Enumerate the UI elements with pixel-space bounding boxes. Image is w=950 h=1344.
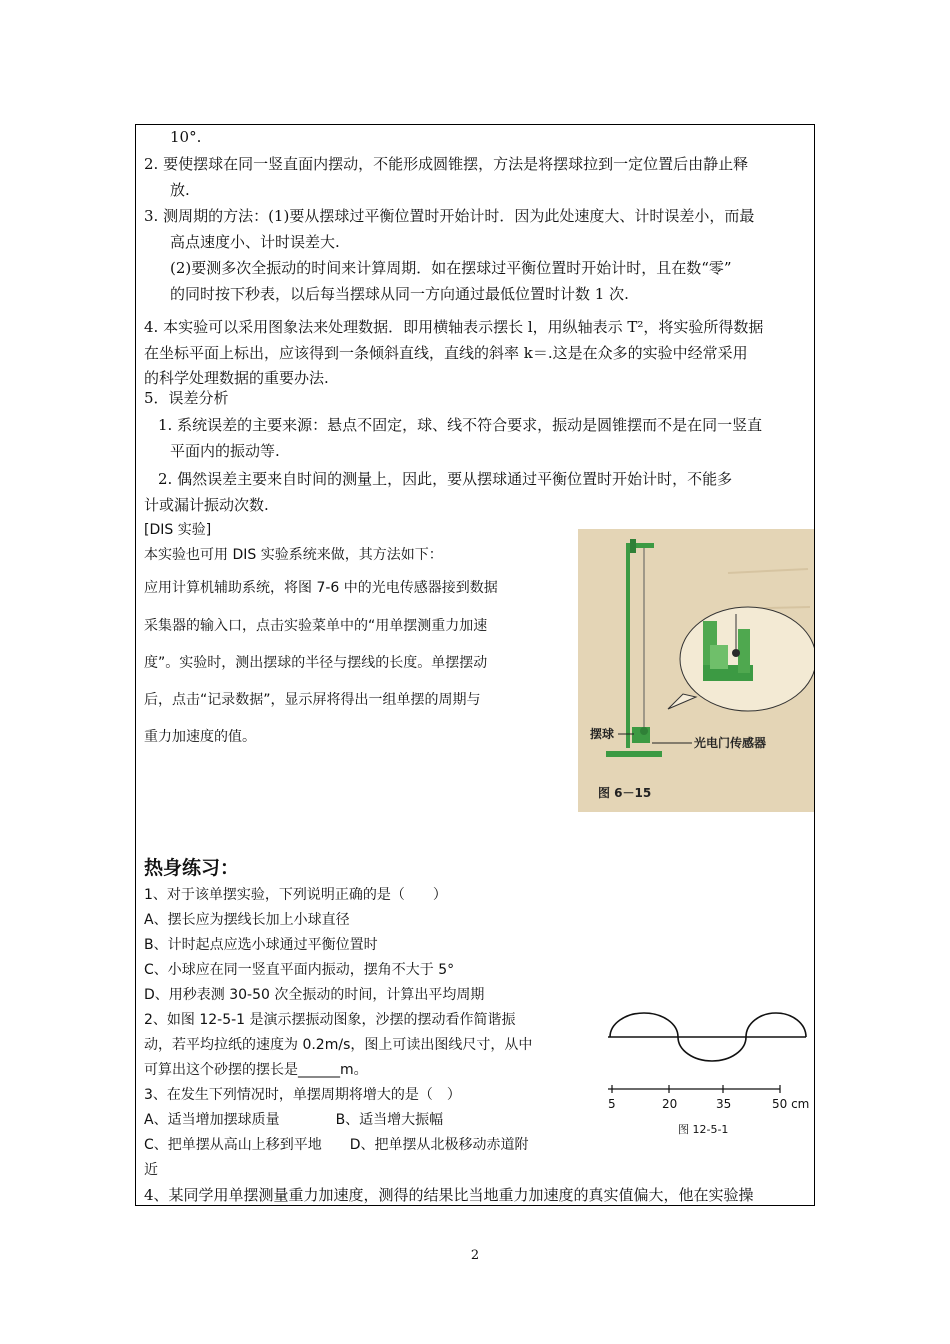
text-line: 应用计算机辅助系统，将图 7-6 中的光电传感器接到数据 [144,580,498,596]
text-line: 重力加速度的值。 [144,729,256,745]
wave-caption: 图 12-5-1 [678,1123,729,1136]
text-line: 1. 系统误差的主要来源：悬点不固定，球、线不符合要求，振动是圆锥摆而不是在同一竖直 [158,416,763,434]
text-line: 5．误差分析 [144,389,229,407]
text-line: 高点速度小、计时误差大. [170,233,340,251]
page-number: 2 [470,1248,480,1263]
option-text: A、摆长应为摆线长加上小球直径 [144,912,350,928]
text-line: 在坐标平面上标出，应该得到一条倾斜直线，直线的斜率 k＝.这是在众多的实验中经常采用 [144,344,748,362]
option-text: C、小球应在同一竖直平面内振动，摆角不大于 5° [144,962,455,978]
label-ball: 摆球 [590,727,615,741]
wave-figure [600,1005,810,1145]
text-line: 后，点击“记录数据”，显示屏将得出一组单摆的周期与 [144,692,481,708]
question-text: 可算出这个砂摆的摆长是______m。 [144,1062,368,1078]
text-line: 本实验也可用 DIS 实验系统来做，其方法如下： [144,547,443,563]
tick-label: 50 cm [772,1097,810,1111]
text-line: 10°. [170,128,202,146]
tick-label: 5 [608,1097,616,1111]
text-line: 4. 本实验可以采用图象法来处理数据．即用横轴表示摆长 l，用纵轴表示 T²，将实验所得数据 [144,318,764,336]
text-line: 2. 要使摆球在同一竖直面内摆动，不能形成圆锥摆，方法是将摆球拉到一定位置后由静止释 [144,155,749,173]
content-frame [135,124,815,1206]
tick-label: 35 [716,1097,732,1111]
label-sensor: 光电门传感器 [694,736,767,750]
option-text: 近 [144,1162,158,1178]
question-text: 动，若平均拉纸的速度为 0.2m/s，图上可读出图线尺寸，从中 [144,1037,533,1053]
text-line: 采集器的输入口，点击实验菜单中的“用单摆测重力加速 [144,618,488,634]
question-text: 1、对于该单摆实验，下列说明正确的是（ ） [144,887,447,903]
text-line: (2)要测多次全振动的时间来计算周期．如在摆球过平衡位置时开始计时，且在数“零” [170,259,732,277]
option-text: B、计时起点应选小球通过平衡位置时 [144,937,378,953]
text-line: 计或漏计振动次数. [144,496,269,514]
option-text: D、用秒表测 30-50 次全振动的时间，计算出平均周期 [144,987,485,1003]
text-line: 放. [170,181,190,199]
question-text: 2、如图 12-5-1 是演示摆振动图象，沙摆的摆动看作简谐振 [144,1012,516,1028]
pendulum-photo [578,529,815,812]
tick-label: 20 [662,1097,678,1111]
text-line: 3. 测周期的方法：(1)要从摆球过平衡位置时开始计时．因为此处速度大、计时误差小，而最 [144,207,755,225]
photo-caption: 图 6－15 [598,786,652,800]
section-label: [DIS 实验] [144,522,212,538]
text-line: 2. 偶然误差主要来自时间的测量上，因此，要从摆球通过平衡位置时开始计时，不能多 [158,470,733,488]
text-line: 平面内的振动等. [170,442,280,460]
question-text: 4、某同学用单摆测量重力加速度，测得的结果比当地重力加速度的真实值偏大，他在实验操 [144,1186,754,1204]
question-text: 3、在发生下列情况时，单摆周期将增大的是（ ） [144,1087,461,1103]
text-line: 的科学处理数据的重要办法. [144,369,329,387]
text-line: 的同时按下秒表，以后每当摆球从同一方向通过最低位置时计数 1 次. [170,285,629,303]
text-line: 度”。实验时，测出摆球的半径与摆线的长度。单摆摆动 [144,655,488,671]
option-text: C、把单摆从高山上移到平地 D、把单摆从北极移动赤道附 [144,1137,529,1153]
option-text: A、适当增加摆球质量 B、适当增大振幅 [144,1112,444,1128]
exercise-heading: 热身练习： [144,857,240,879]
